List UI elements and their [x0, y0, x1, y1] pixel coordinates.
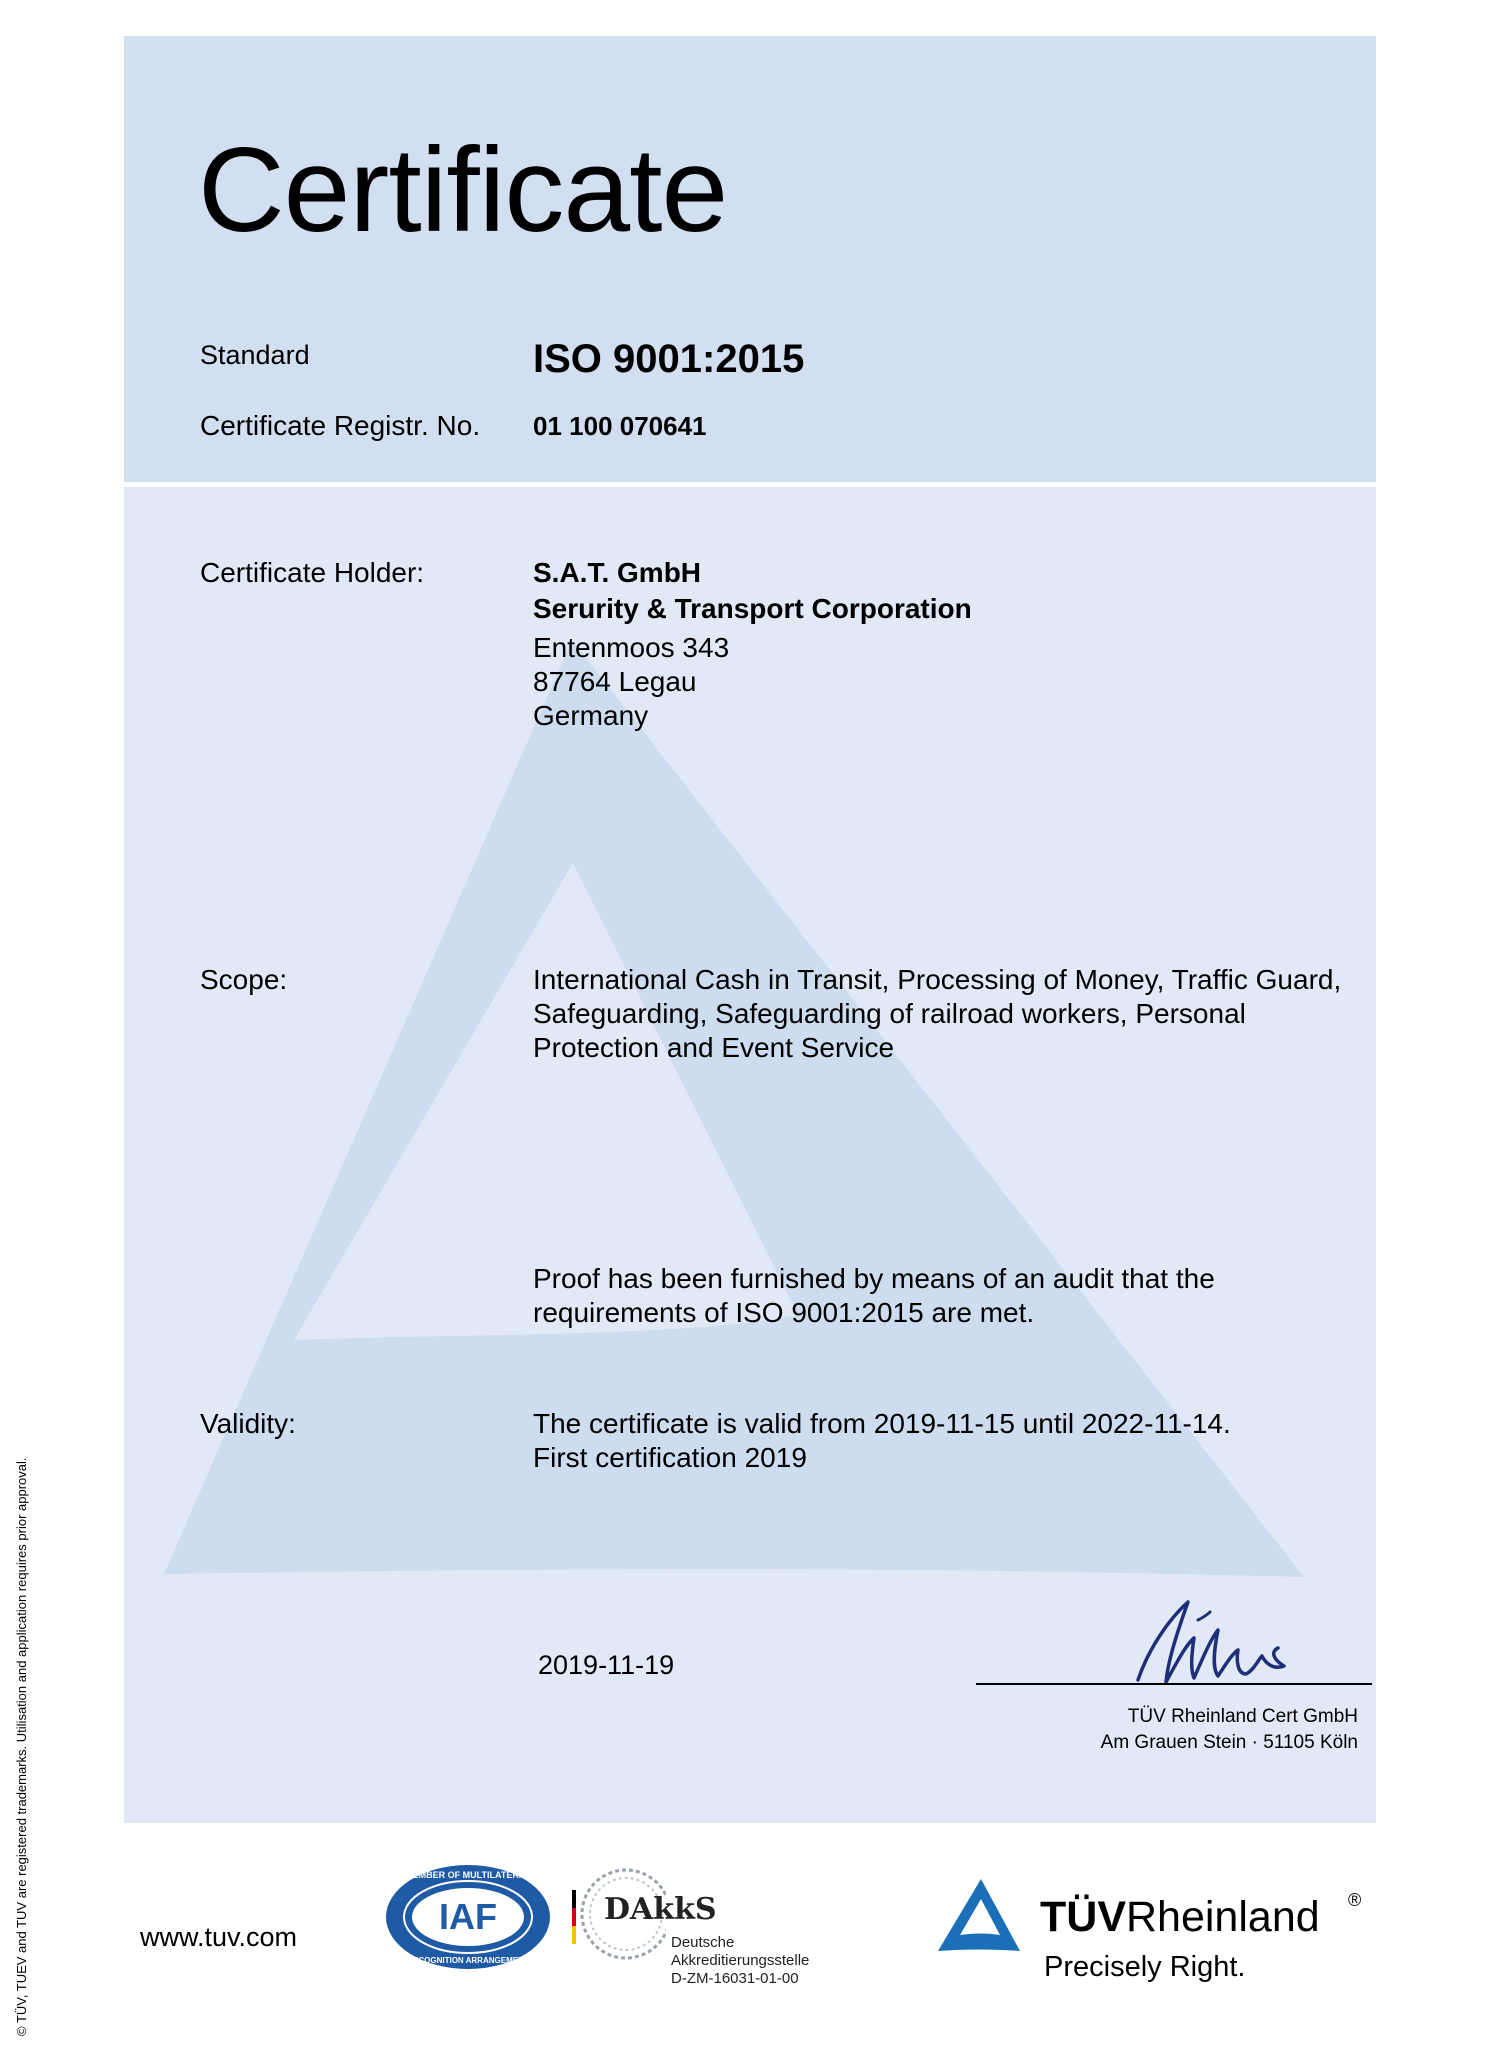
holder-country: Germany: [533, 700, 649, 731]
tuv-brand: [1040, 1893, 1320, 1941]
holder-subtitle: Serurity & Transport Corporation: [533, 593, 972, 624]
registration-label: Certificate Registr. No.: [200, 410, 481, 441]
signature-icon: [1098, 1590, 1298, 1690]
holder-street: Entenmoos 343: [533, 632, 730, 663]
registered-mark: ®: [1348, 1890, 1362, 1910]
standard-label: Standard: [200, 340, 310, 370]
dakks-line1: Deutsche: [671, 1934, 735, 1951]
scope-line: International Cash in Transit, Processing of Money, Traffic Guard,: [533, 964, 1342, 995]
proof-line: Proof has been furnished by means of an audit that the: [533, 1263, 1215, 1294]
tuv-slogan: Precisely Right.: [1044, 1951, 1246, 1983]
holder-city: 87764 Legau: [533, 666, 697, 697]
issuer-name: TÜV Rheinland Cert GmbH: [1127, 1706, 1358, 1727]
scope-line: Protection and Event Service: [533, 1032, 895, 1063]
iaf-bottom-text: RECOGNITION ARRANGEMENT: [407, 1956, 529, 1965]
document-title: Certificate: [198, 123, 728, 257]
scope-line: Safeguarding, Safeguarding of railroad workers, Personal: [533, 998, 1246, 1029]
signature-line: [976, 1683, 1372, 1685]
validity-line: First certification 2019: [533, 1442, 807, 1473]
tuv-triangle-icon: [936, 1877, 1022, 1953]
holder-name: S.A.T. GmbH: [533, 557, 702, 588]
issue-date: 2019-11-19: [538, 1650, 675, 1680]
iaf-seal-icon: [383, 1862, 553, 1972]
tuv-brand-rest: Rheinland: [1126, 1893, 1320, 1941]
proof-line: requirements of ISO 9001:2015 are met.: [533, 1297, 1035, 1328]
validity-line: The certificate is valid from 2019-11-15 until 2022-11-14.: [533, 1408, 1231, 1439]
iaf-mark: IAF: [439, 1896, 497, 1937]
website-link[interactable]: www.tuv.com: [140, 1922, 298, 1952]
dakks-name: DAkkS: [604, 1892, 717, 1927]
dakks-id: D-ZM-16031-01-00: [671, 1970, 799, 1987]
issuer-address: Am Grauen Stein · 51105 Köln: [1100, 1732, 1358, 1753]
tuv-brand-strong: TÜV: [1040, 1893, 1126, 1941]
scope-label: Scope:: [200, 964, 288, 995]
standard-value: ISO 9001:2015: [533, 337, 805, 381]
dakks-line2: Akkreditierungsstelle: [671, 1952, 810, 1969]
iaf-top-text: MEMBER OF MULTILATERAL: [405, 1870, 531, 1880]
trademark-note: © TÜV, TUEV and TUV are registered trademarks. Utilisation and application requires prior approval.: [14, 1457, 29, 2036]
validity-label: Validity:: [200, 1408, 296, 1439]
holder-label: Certificate Holder:: [200, 557, 425, 588]
registration-value: 01 100 070641: [533, 411, 707, 441]
